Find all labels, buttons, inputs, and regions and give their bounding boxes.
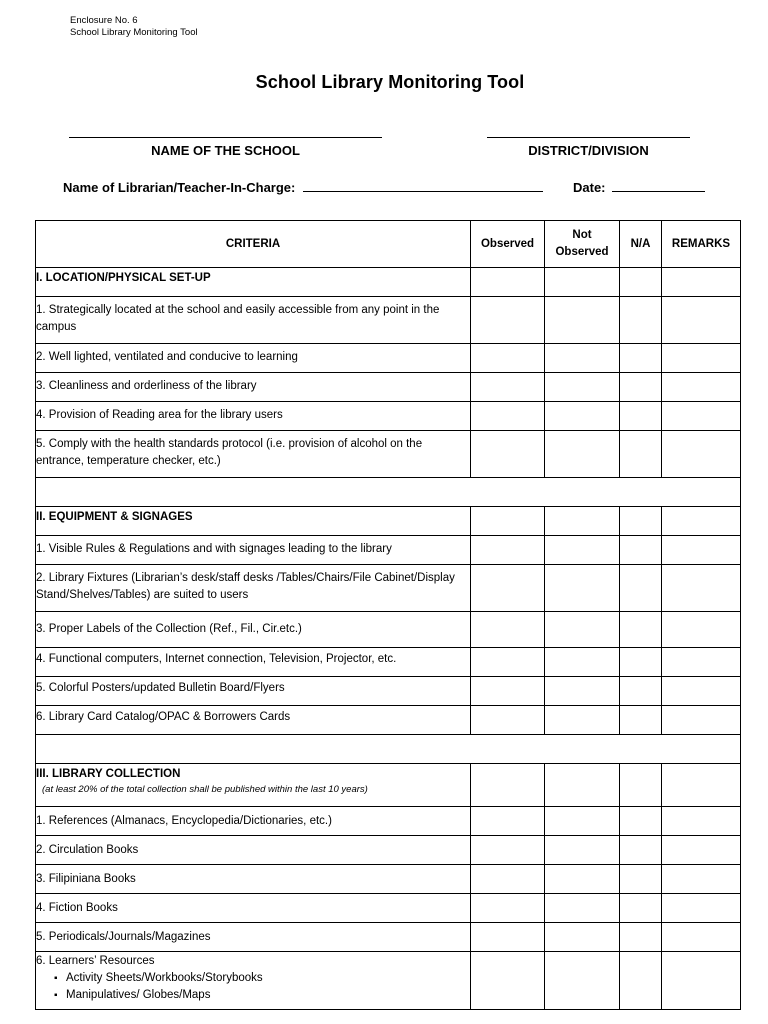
table-row	[36, 836, 741, 865]
remarks-cell[interactable]	[662, 612, 741, 648]
not-observed-cell[interactable]	[545, 894, 620, 923]
table-row	[36, 297, 741, 344]
header-not-observed: Not Observed	[545, 221, 620, 268]
table-row	[36, 268, 741, 297]
na-cell[interactable]	[620, 677, 662, 706]
na-cell[interactable]	[620, 836, 662, 865]
table-header-row	[36, 221, 741, 268]
not-observed-cell[interactable]	[545, 565, 620, 612]
not-observed-cell[interactable]	[545, 677, 620, 706]
na-cell[interactable]	[620, 865, 662, 894]
not-observed-cell[interactable]	[545, 706, 620, 735]
criteria-item: 1. References (Almanacs, Encyclopedia/Dictionaries, etc.)	[36, 807, 471, 836]
remarks-cell[interactable]	[662, 402, 741, 431]
criteria-item: 5. Colorful Posters/updated Bulletin Board/Flyers	[36, 677, 471, 706]
section-title: II. EQUIPMENT & SIGNAGES	[36, 507, 471, 536]
librarian-row	[63, 179, 543, 195]
na-cell[interactable]	[620, 648, 662, 677]
na-cell[interactable]	[620, 565, 662, 612]
remarks-cell[interactable]	[662, 894, 741, 923]
table-row	[36, 373, 741, 402]
observed-cell[interactable]	[471, 894, 545, 923]
observed-cell[interactable]	[471, 807, 545, 836]
section-spacer-row	[36, 478, 741, 507]
not-observed-cell[interactable]	[545, 764, 620, 807]
header-observed: Observed	[471, 221, 545, 268]
observed-cell[interactable]	[471, 836, 545, 865]
remarks-cell[interactable]	[662, 923, 741, 952]
enclosure-title: School Library Monitoring Tool	[70, 27, 198, 38]
criteria-item: 5. Comply with the health standards protocol (i.e. provision of alcohol on the entrance, temperature checker, etc.)	[36, 431, 471, 478]
observed-cell[interactable]	[471, 865, 545, 894]
not-observed-cell[interactable]	[545, 612, 620, 648]
header-remarks: REMARKS	[662, 221, 741, 268]
na-cell[interactable]	[620, 344, 662, 373]
spacer-cell	[36, 735, 741, 764]
na-cell[interactable]	[620, 268, 662, 297]
subitem-list	[36, 970, 470, 1004]
monitoring-table	[35, 220, 741, 1010]
remarks-cell[interactable]	[662, 952, 741, 1010]
remarks-cell[interactable]	[662, 431, 741, 478]
section-title-cell	[36, 764, 471, 807]
date-line[interactable]	[612, 179, 705, 192]
date-row	[573, 179, 705, 195]
criteria-item: 4. Fiction Books	[36, 894, 471, 923]
enclosure-number: Enclosure No. 6	[70, 15, 138, 26]
criteria-item: 2. Well lighted, ventilated and conducive to learning	[36, 344, 471, 373]
table-row	[36, 865, 741, 894]
not-observed-cell[interactable]	[545, 923, 620, 952]
remarks-cell[interactable]	[662, 565, 741, 612]
criteria-item: 3. Filipiniana Books	[36, 865, 471, 894]
observed-cell[interactable]	[471, 923, 545, 952]
remarks-cell[interactable]	[662, 807, 741, 836]
not-observed-cell[interactable]	[545, 402, 620, 431]
not-observed-cell[interactable]	[545, 807, 620, 836]
criteria-item: 4. Provision of Reading area for the library users	[36, 402, 471, 431]
spacer-cell	[36, 478, 741, 507]
criteria-item: 2. Circulation Books	[36, 836, 471, 865]
na-cell[interactable]	[620, 706, 662, 735]
criteria-item: 5. Periodicals/Journals/Magazines	[36, 923, 471, 952]
criteria-item: 3. Proper Labels of the Collection (Ref., Fil., Cir.etc.)	[36, 612, 471, 648]
not-observed-cell[interactable]	[545, 268, 620, 297]
observed-cell[interactable]	[471, 507, 545, 536]
table-row	[36, 402, 741, 431]
remarks-cell[interactable]	[662, 677, 741, 706]
not-observed-cell[interactable]	[545, 431, 620, 478]
na-cell[interactable]	[620, 807, 662, 836]
na-cell[interactable]	[620, 894, 662, 923]
observed-cell[interactable]	[471, 952, 545, 1010]
criteria-item: 2. Library Fixtures (Librarian’s desk/staff desks /Tables/Chairs/File Cabinet/Display Stand/Shelves/Tables) are suited to users	[36, 565, 471, 612]
observed-cell[interactable]	[471, 706, 545, 735]
observed-cell[interactable]	[471, 297, 545, 344]
table-row	[36, 565, 741, 612]
na-cell[interactable]	[620, 612, 662, 648]
remarks-cell[interactable]	[662, 507, 741, 536]
school-name-line[interactable]	[69, 137, 382, 138]
na-cell[interactable]	[620, 297, 662, 344]
remarks-cell[interactable]	[662, 373, 741, 402]
not-observed-cell[interactable]	[545, 373, 620, 402]
page-title: School Library Monitoring Tool	[255, 72, 525, 92]
na-cell[interactable]	[620, 373, 662, 402]
criteria-item-with-subitems	[36, 952, 471, 1010]
table-row	[36, 894, 741, 923]
not-observed-cell[interactable]	[545, 648, 620, 677]
table-row	[36, 344, 741, 373]
table-row	[36, 952, 741, 1010]
remarks-cell[interactable]	[662, 648, 741, 677]
section-note: (at least 20% of the total collection shall be published within the last 10 years)	[42, 784, 368, 795]
enclosure-header	[70, 15, 198, 39]
remarks-cell[interactable]	[662, 706, 741, 735]
not-observed-cell[interactable]	[545, 536, 620, 565]
not-observed-cell[interactable]	[545, 865, 620, 894]
criteria-item: 4. Functional computers, Internet connection, Television, Projector, etc.	[36, 648, 471, 677]
na-cell[interactable]	[620, 536, 662, 565]
na-cell[interactable]	[620, 952, 662, 1010]
librarian-label: Name of Librarian/Teacher-In-Charge:	[63, 180, 296, 195]
criteria-item: 6. Library Card Catalog/OPAC & Borrowers Cards	[36, 706, 471, 735]
section-spacer-row	[36, 735, 741, 764]
observed-cell[interactable]	[471, 648, 545, 677]
subitem: ▪ Manipulatives/ Globes/Maps	[54, 987, 470, 1004]
remarks-cell[interactable]	[662, 297, 741, 344]
table-row	[36, 612, 741, 648]
librarian-name-line[interactable]	[303, 179, 543, 192]
section-title: I. LOCATION/PHYSICAL SET-UP	[36, 268, 471, 297]
observed-cell[interactable]	[471, 565, 545, 612]
criteria-item: 1. Visible Rules & Regulations and with signages leading to the library	[36, 536, 471, 565]
remarks-cell[interactable]	[662, 764, 741, 807]
remarks-cell[interactable]	[662, 836, 741, 865]
header-na: N/A	[620, 221, 662, 268]
criteria-item: 6. Learners’ Resources	[36, 955, 155, 967]
table-row	[36, 706, 741, 735]
subitem: ▪ Activity Sheets/Workbooks/Storybooks	[54, 970, 470, 987]
table-row	[36, 507, 741, 536]
table-row	[36, 923, 741, 952]
observed-cell[interactable]	[471, 344, 545, 373]
table-row	[36, 764, 741, 807]
school-name-caption: NAME OF THE SCHOOL	[151, 143, 300, 158]
remarks-cell[interactable]	[662, 344, 741, 373]
table-row	[36, 807, 741, 836]
district-division-caption: DISTRICT/DIVISION	[528, 143, 649, 158]
header-criteria: CRITERIA	[36, 221, 471, 268]
remarks-cell[interactable]	[662, 268, 741, 297]
section-title: III. LIBRARY COLLECTION	[36, 768, 181, 780]
observed-cell[interactable]	[471, 536, 545, 565]
criteria-item: 3. Cleanliness and orderliness of the library	[36, 373, 471, 402]
na-cell[interactable]	[620, 402, 662, 431]
na-cell[interactable]	[620, 431, 662, 478]
observed-cell[interactable]	[471, 612, 545, 648]
observed-cell[interactable]	[471, 402, 545, 431]
district-division-line[interactable]	[487, 137, 690, 138]
table-row	[36, 536, 741, 565]
not-observed-cell[interactable]	[545, 507, 620, 536]
criteria-item: 1. Strategically located at the school and easily accessible from any point in the campus	[36, 297, 471, 344]
date-label: Date:	[573, 180, 606, 195]
observed-cell[interactable]	[471, 764, 545, 807]
na-cell[interactable]	[620, 923, 662, 952]
remarks-cell[interactable]	[662, 865, 741, 894]
not-observed-cell[interactable]	[545, 836, 620, 865]
observed-cell[interactable]	[471, 268, 545, 297]
na-cell[interactable]	[620, 764, 662, 807]
na-cell[interactable]	[620, 507, 662, 536]
not-observed-cell[interactable]	[545, 344, 620, 373]
not-observed-cell[interactable]	[545, 297, 620, 344]
table-row	[36, 677, 741, 706]
observed-cell[interactable]	[471, 373, 545, 402]
table-row	[36, 648, 741, 677]
table-row	[36, 431, 741, 478]
observed-cell[interactable]	[471, 677, 545, 706]
remarks-cell[interactable]	[662, 536, 741, 565]
observed-cell[interactable]	[471, 431, 545, 478]
not-observed-cell[interactable]	[545, 952, 620, 1010]
